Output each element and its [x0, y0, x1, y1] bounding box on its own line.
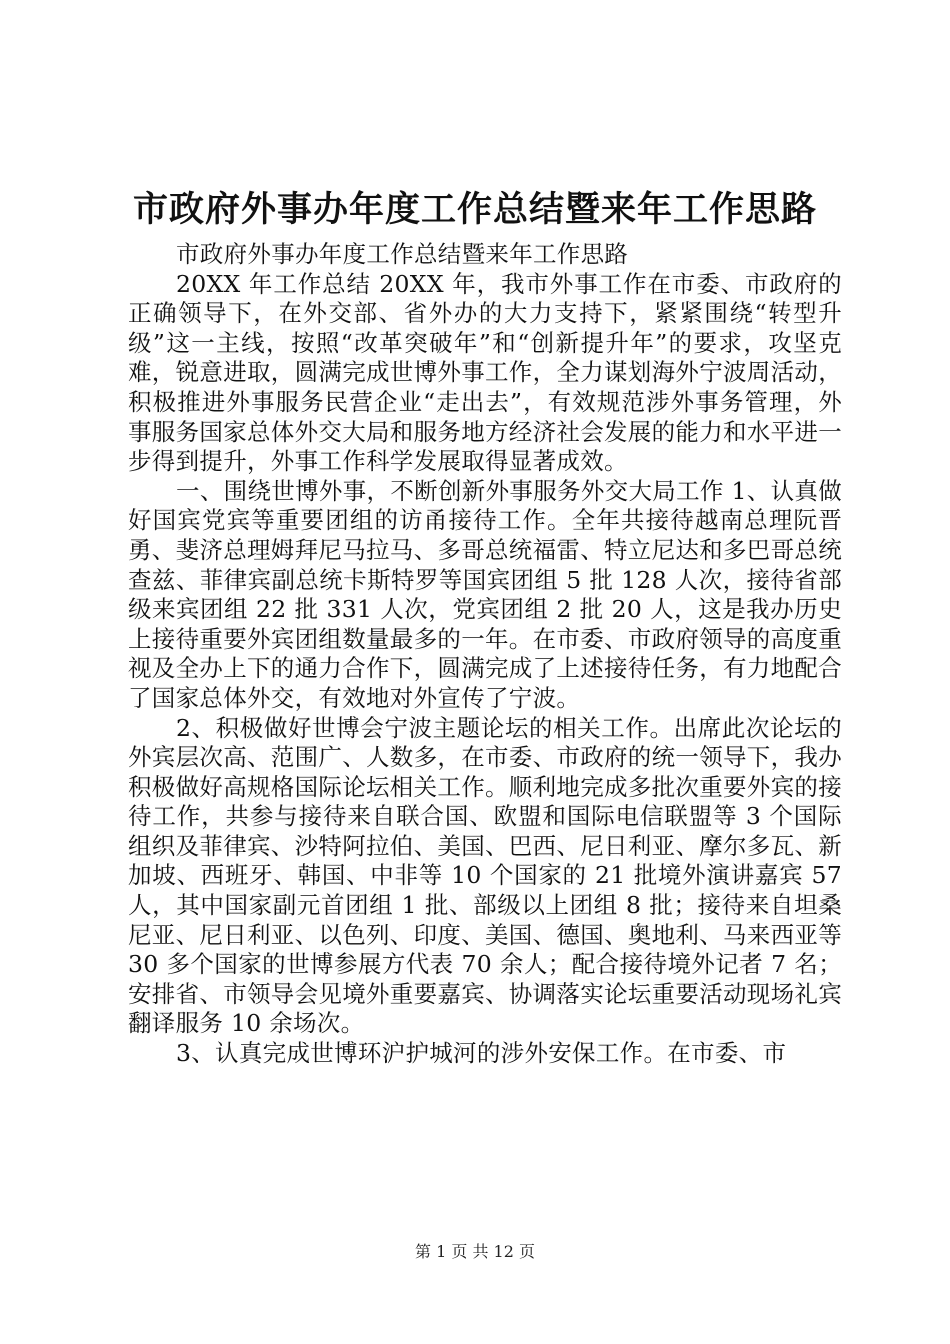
paragraph-section-1: 一、围绕世博外事，不断创新外事服务外交大局工作 1、认真做好国宾党宾等重要团组的访甬接待工作。全年共接待越南总理阮晋勇、斐济总理姆拜尼马拉马、多哥总统福雷、特立尼达和多巴哥总统查兹、菲律宾副总统卡斯特罗等国宾团组 5 批 128 人次，接待省部级来宾团组 22 批 331 人次，党宾团组 2 批 20 人，这是我办历史上接待重要外宾团组数量最多的一年。在市委、市政府领导的高度重视及全办上下的通力合作下，圆满完成了上述接待任务，有力地配合了国家总体外交，有效地对外宣传了宁波。: [128, 476, 842, 712]
document-body: [128, 240, 842, 1069]
paragraph-section-2: 2、积极做好世博会宁波主题论坛的相关工作。出席此次论坛的外宾层次高、范围广、人数多，在市委、市政府的统一领导下，我办积极做好高规格国际论坛相关工作。顺利地完成多批次重要外宾的接待工作，共参与接待来自联合国、欧盟和国际电信联盟等 3 个国际组织及菲律宾、沙特阿拉伯、美国、巴西、尼日利亚、摩尔多瓦、新加坡、西班牙、韩国、中非等 10 个国家的 21 批境外演讲嘉宾 57 人，其中国家副元首团组 1 批、部级以上团组 8 批；接待来自坦桑尼亚、尼日利亚、以色列、印度、美国、德国、奥地利、马来西亚等 30 多个国家的世博参展方代表 70 余人；配合接待境外记者 7 名；安排省、市领导会见境外重要嘉宾、协调落实论坛重要活动现场礼宾翻译服务 10 余场次。: [128, 713, 842, 1038]
paragraph-summary: 20XX 年工作总结 20XX 年，我市外事工作在市委、市政府的正确领导下，在外交部、省外办的大力支持下，紧紧围绕“转型升级”这一主线，按照“改革突破年”和“创新提升年”的要求，攻坚克难，锐意进取，圆满完成世博外事工作，全力谋划海外宁波周活动，积极推进外事服务民营企业“走出去”，有效规范涉外事务管理，外事服务国家总体外交大局和服务地方经济社会发展的能力和水平进一步得到提升，外事工作科学发展取得显著成效。: [128, 269, 842, 476]
document-title: 市政府外事办年度工作总结暨来年工作思路: [132, 189, 817, 230]
paragraph-section-3: 3、认真完成世博环沪护城河的涉外安保工作。在市委、市: [176, 1039, 787, 1068]
page-number-footer: 第 1 页 共 12 页: [415, 1242, 535, 1261]
document-subtitle: 市政府外事办年度工作总结暨来年工作思路: [176, 240, 629, 268]
